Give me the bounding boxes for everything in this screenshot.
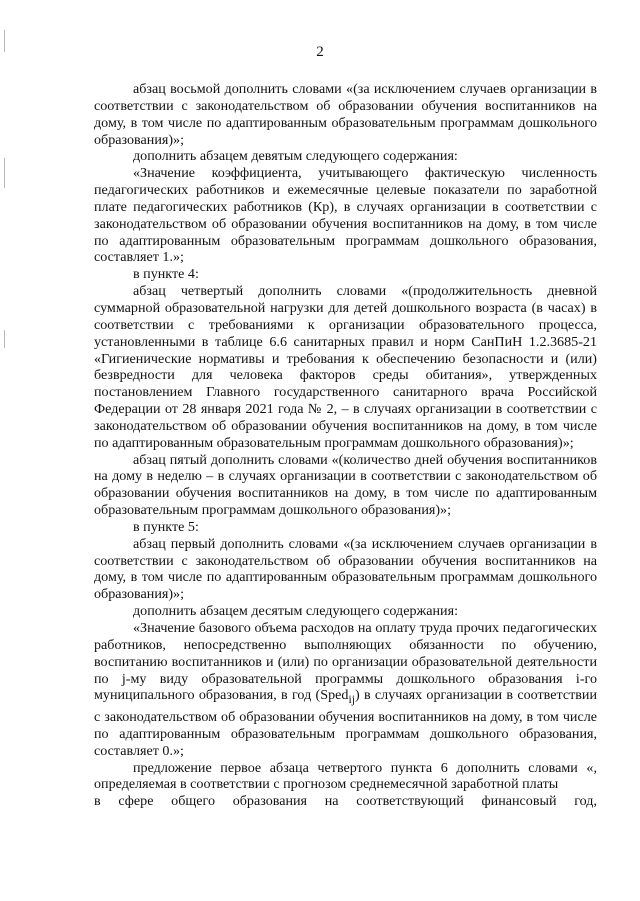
paragraph-days-per-week: абзац пятый дополнить словами «(количество дней обучения воспитанников на дому в неделю – в случаях организации в соответствии с законодательством об образовании обучения воспитанников на дому, в том числе по адаптированным образовательным программам дошкольного образования)»; [94,451,597,519]
scan-margin-mark [4,158,5,188]
spedij-text-before: «Значение базового объема расходов на оплату труда прочих педагогических работников, непосредственно выполняющих обязанности по обучению, воспитанию воспитанников и (или) по организации образовательной деятельности по j-му виду образовательной программы дошкольного образования i-го муниципального образования, в год (Sped [94,620,597,704]
paragraph-item-4: в пункте 4: [133,266,199,283]
paragraph-amend-para-8: абзац восьмой дополнить словами «(за исключением случаев организации в соответствии с законодательством об образовании обучения воспитанников на дому, в том числе по адаптированным образовательным программам дошкольного образования)»; [94,81,597,148]
paragraph-item-6-amendment: предложение первое абзаца четвертого пункта 6 дополнить словами «, определяемая в соответствии с прогнозом среднемесячной заработной платы [94,759,597,793]
paragraph-continued-line: в сфере общего образования на соответствующий финансовый год, [94,793,597,810]
paragraph-spedij-value [94,620,597,760]
paragraph-amend-para-1: абзац первый дополнить словами «(за исключением случаев организации в соответствии с законодательством об образовании обучения воспитанников на дому, в том числе по адаптированным образовательным программам дошкольного образования)»; [94,535,597,603]
scan-margin-mark [4,330,5,348]
paragraph-kr-coefficient: «Значение коэффициента, учитывающего фактическую численность педагогических работников и ежемесячные целевые показатели по заработной плате педагогических работников (Кр), в случаях организации в соответствии с законодательством об образовании обучения воспитанников на дому, в том числе по адаптированным образовательным программам дошкольного образования, составляет 1.»; [94,165,597,266]
paragraph-item-5: в пункте 5: [133,518,199,535]
document-body [94,81,597,810]
paragraph-load-duration: абзац четвертый дополнить словами «(продолжительность дневной суммарной образовательной нагрузки для детей дошкольного возраста (в часах) в соответствии с требованиями к организации образовательного процесса, установленными в таблице 6.6 санитарных правил и норм СанПиН 1.2.3685-21 «Гигиенические нормативы и требования к обеспечению безопасности и (или) безвредности для человека факторов среды обитания», утвержденных постановлением Главного государственного санитарного врача Российской Федерации от 28 января 2021 года № 2, – в случаях организации в соответствии с законодательством об образовании обучения воспитанников на дому, в том числе по адаптированным образовательным программам дошкольного образования)»; [94,283,597,451]
page-number: 2 [316,44,324,60]
paragraph-add-para-9: дополнить абзацем девятым следующего содержания: [133,148,458,165]
spedij-text-after: ) в случаях организации в соответствии с законодательством об образовании обучения воспитанников на дому, в том числе по адаптированным образовательным программам дошкольного образования, составляет 0.»; [94,687,597,759]
spedij-subscript: ij [348,693,355,707]
paragraph-add-para-10: дополнить абзацем десятым следующего содержания: [133,603,458,620]
